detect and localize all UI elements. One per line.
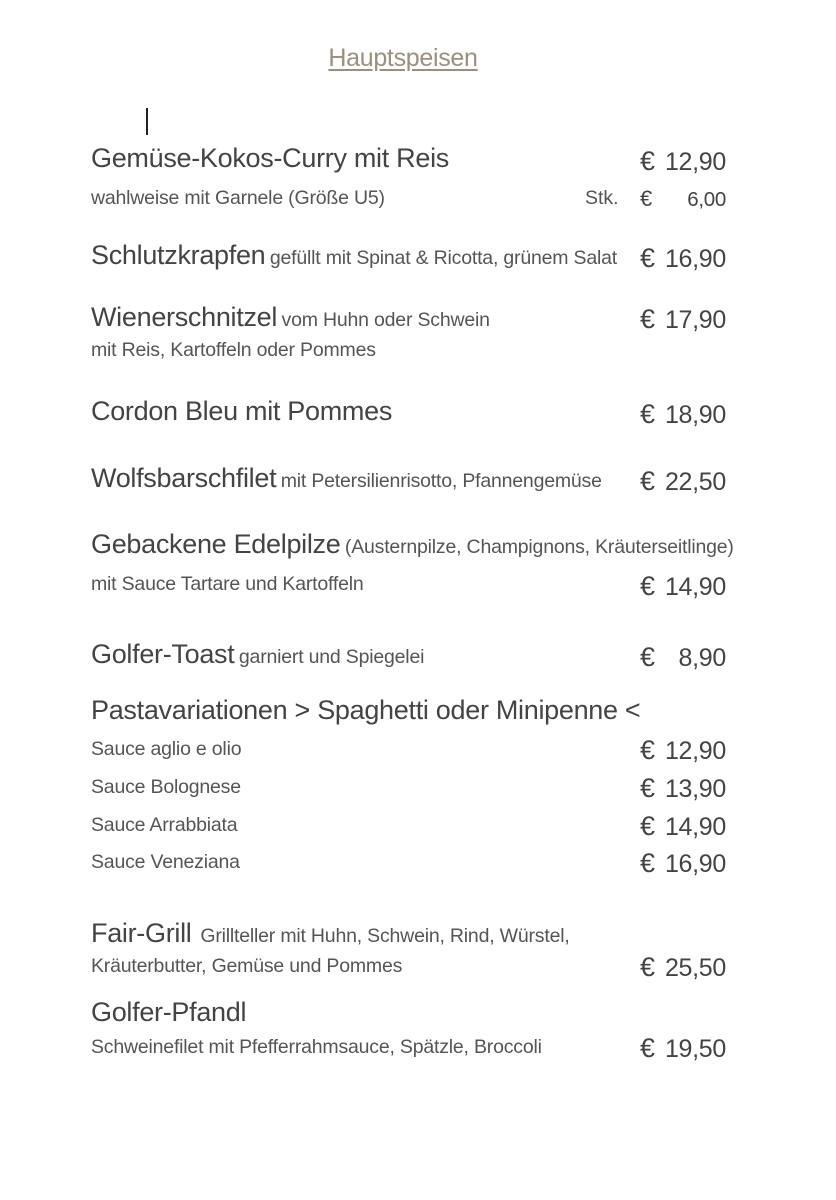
price-amount: 6,00 [687,188,726,211]
dish-description-line2: mit Sauce Tartare und Kartoffeln [91,573,364,595]
price-amount: 14,90 [664,573,726,601]
price-golfer-toast [640,642,728,673]
euro-sign: € [640,735,655,765]
euro-sign: € [640,186,652,211]
option-curry-garnele: wahlweise mit Garnele (Größe U5) [91,187,385,209]
price-sauce [640,811,728,842]
page-title: Hauptspeisen [328,44,478,72]
price-amount: 14,90 [664,813,726,841]
euro-sign: € [640,848,655,878]
price-amount: 12,90 [664,737,726,765]
price-amount: 8,90 [678,644,726,672]
price-amount: 25,50 [664,954,726,982]
dish-name: Gebackene Edelpilze [91,529,341,559]
price-amount: 19,50 [664,1035,726,1063]
sauce-name: Sauce Veneziana [91,851,240,873]
dish-description: mit Petersilienrisotto, Pfannengemüse [280,470,602,492]
price-cordon-bleu [640,399,728,430]
price-amount: 17,90 [664,306,726,334]
euro-sign: € [640,571,655,601]
dish-wolfsbarschfilet [91,463,731,494]
dish-name-curry: Gemüse-Kokos-Curry mit Reis [91,143,449,173]
euro-sign: € [640,1033,655,1063]
price-sauce [640,735,728,766]
dish-name: Wienerschnitzel [91,302,278,332]
dish-description-line2: Kräuterbutter, Gemüse und Pommes [91,955,403,977]
price-fair-grill [640,952,728,983]
price-amount: 18,90 [664,401,726,429]
dish-description: gefüllt mit Spinat & Ricotta, grünem Salat [269,247,617,269]
dish-description-line2: Schweinefilet mit Pfefferrahmsauce, Spätzle, Broccoli [91,1036,542,1058]
price-wolfsbarschfilet [640,466,728,497]
dish-name: Golfer-Toast [91,639,235,669]
price-amount: 16,90 [664,850,726,878]
dish-name: Schlutzkrapfen [91,240,266,270]
dish-name: Wolfsbarschfilet [91,463,277,493]
price-amount: 16,90 [664,245,726,273]
sauce-name: Sauce Bolognese [91,776,241,798]
pasta-heading: Pastavariationen > Spaghetti oder Minipenne < [91,695,641,725]
dish-description: vom Huhn oder Schwein [281,309,490,331]
price-amount: 22,50 [664,468,726,496]
sauce-name: Sauce Arrabbiata [91,814,238,836]
euro-sign: € [640,952,655,982]
price-amount: 12,90 [664,148,726,176]
text-cursor [146,108,148,135]
dish-wienerschnitzel [91,302,731,333]
dish-golfer-toast [91,639,731,670]
dish-edelpilze [91,529,734,560]
price-golfer-pfandl [640,1033,728,1064]
dish-description: garniert und Spiegelei [238,646,425,668]
euro-sign: € [640,304,655,334]
price-wienerschnitzel [640,304,728,335]
euro-sign: € [640,243,655,273]
dish-description: Grillteller mit Huhn, Schwein, Rind, Würstel, [200,925,570,947]
price-amount: 13,90 [664,775,726,803]
euro-sign: € [640,399,655,429]
price-sauce [640,773,728,804]
price-curry [640,146,728,177]
euro-sign: € [640,642,655,672]
euro-sign: € [640,773,655,803]
dish-name: Fair-Grill [91,918,192,948]
dish-fair-grill [91,918,731,949]
unit-label: Stk. [585,187,619,209]
price-curry-option [640,186,728,212]
dish-schlutzkrapfen [91,240,731,271]
sauce-name: Sauce aglio e olio [91,738,242,760]
euro-sign: € [640,146,655,176]
dish-name-cordon-bleu: Cordon Bleu mit Pommes [91,396,393,426]
price-sauce [640,848,728,879]
dish-description-line2: mit Reis, Kartoffeln oder Pommes [91,339,376,361]
price-edelpilze [640,571,728,602]
price-schlutzkrapfen [640,243,728,274]
euro-sign: € [640,811,655,841]
dish-description: (Austernpilze, Champignons, Kräuterseitlinge) [344,536,734,558]
dish-name-golfer-pfandl: Golfer-Pfandl [91,997,247,1027]
euro-sign: € [640,466,655,496]
